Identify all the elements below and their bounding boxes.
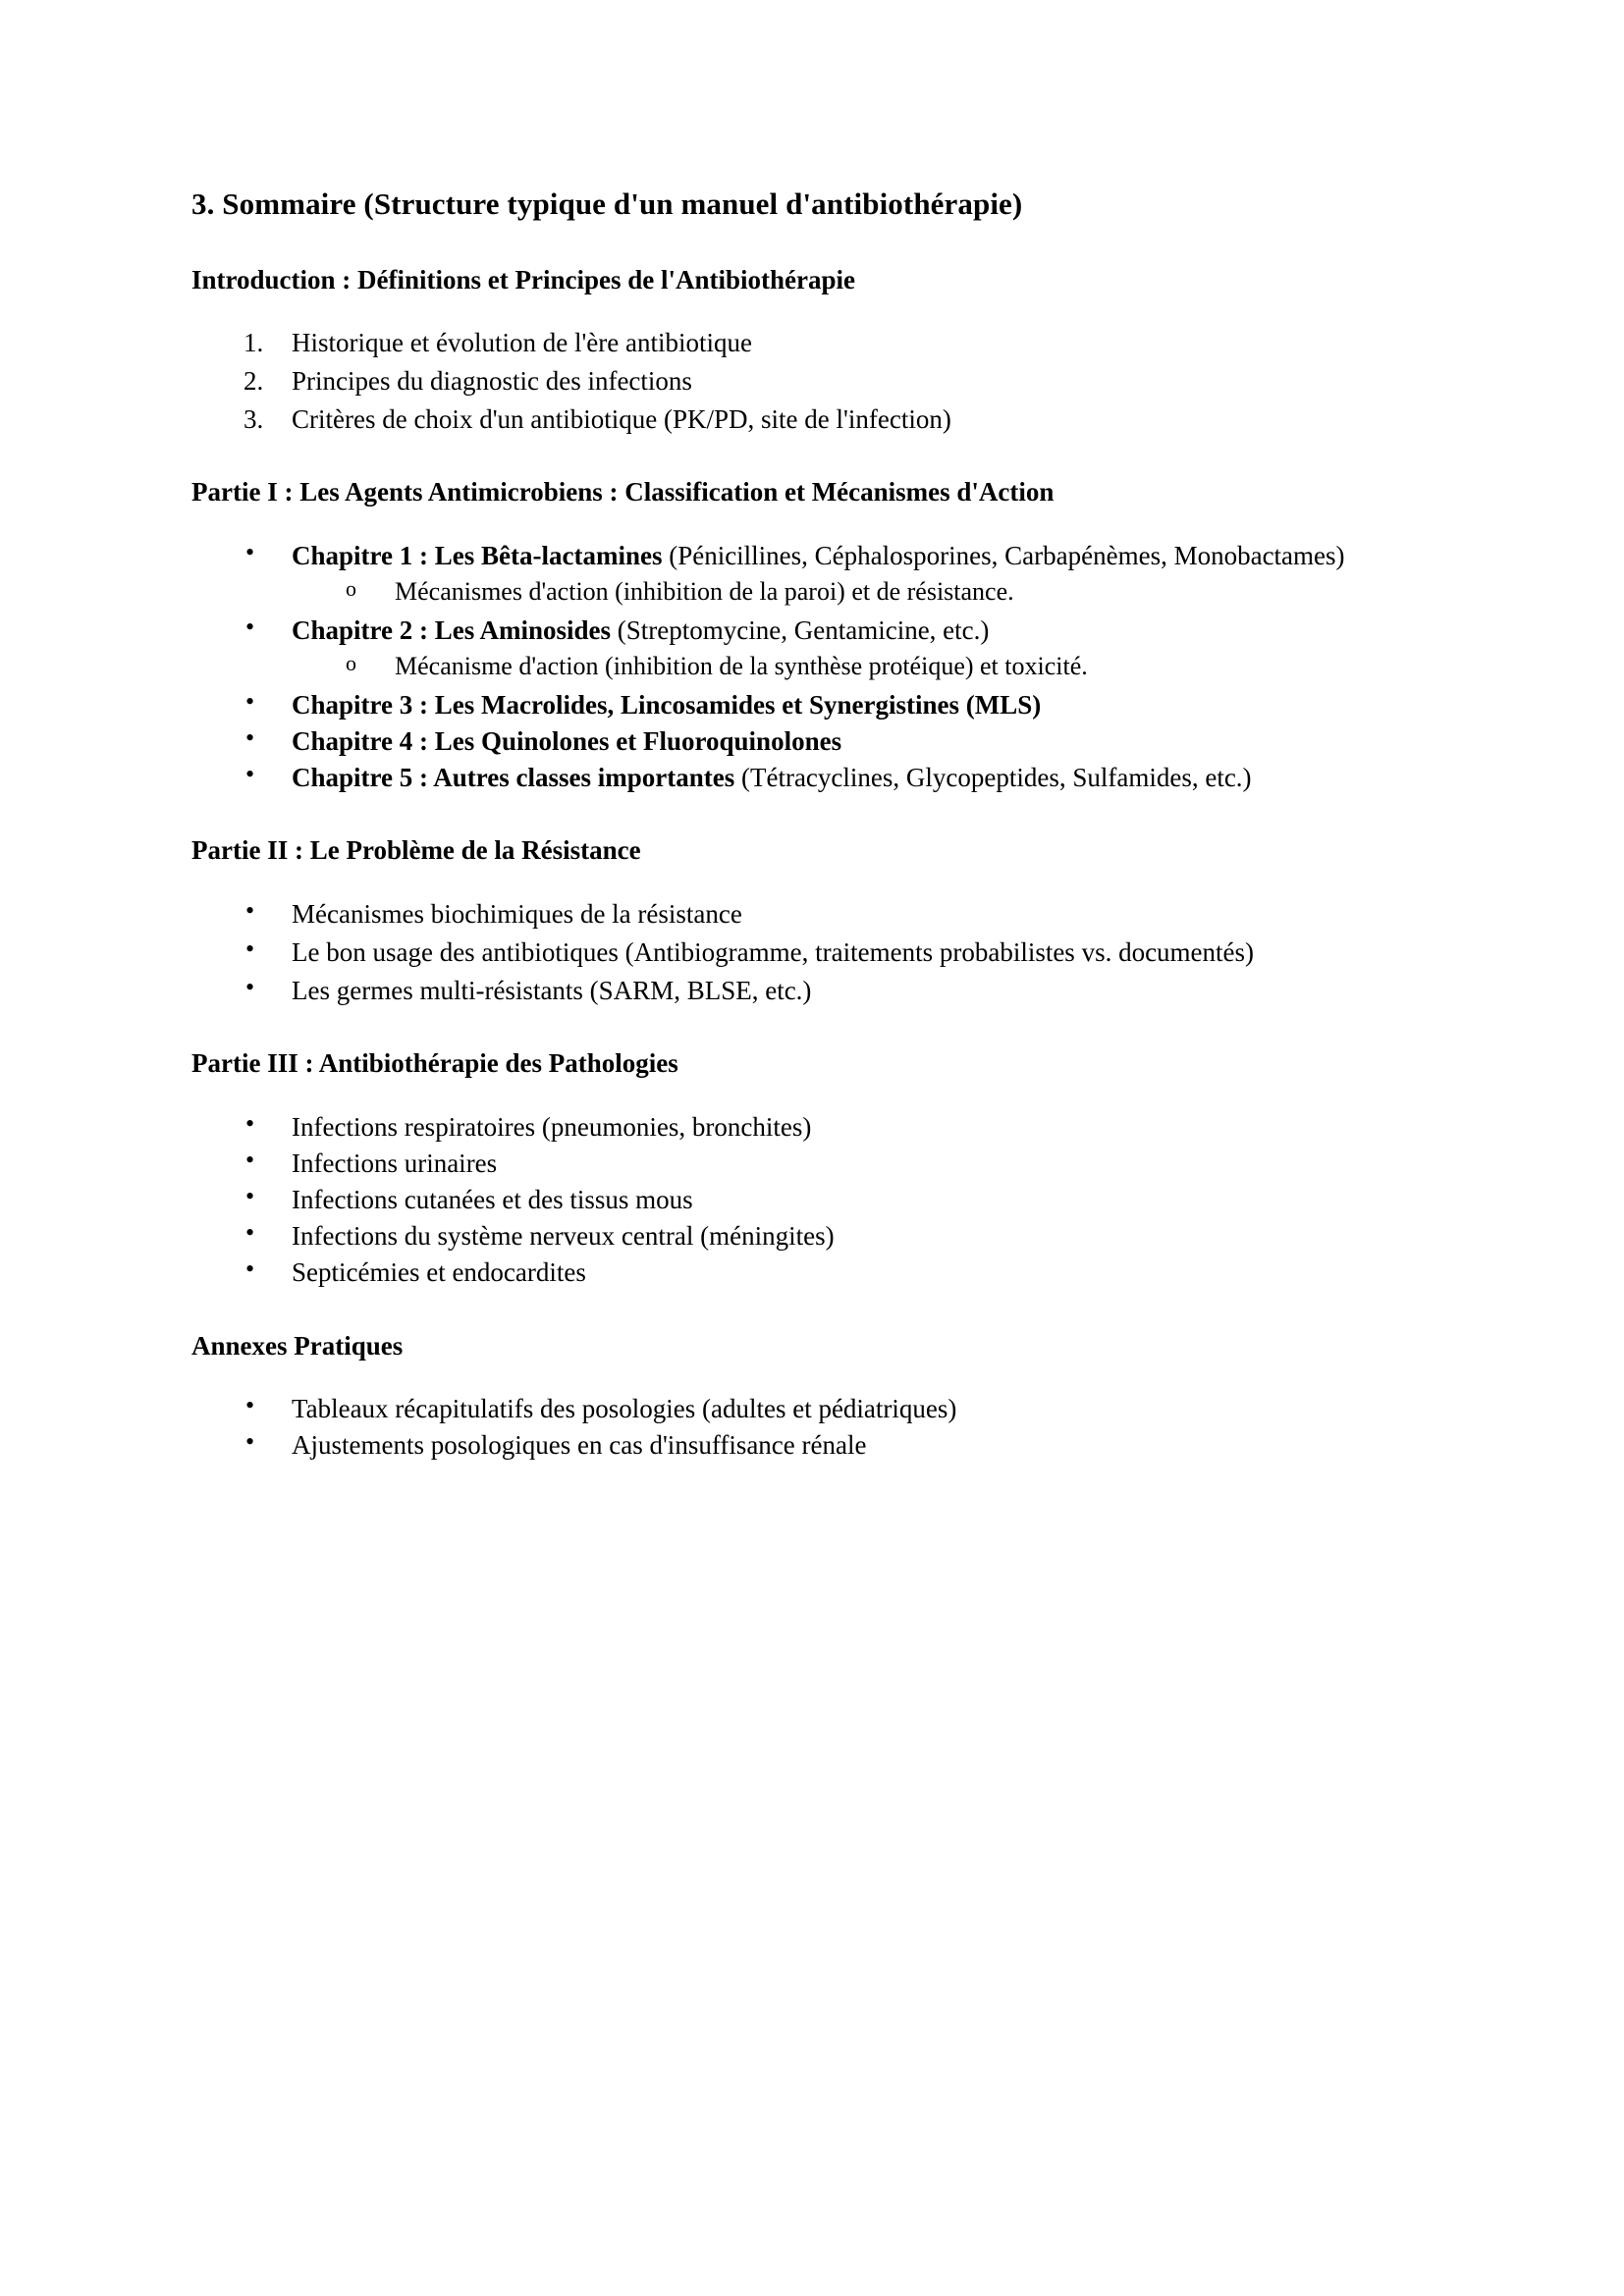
list-item [191,896,1429,932]
list-item [191,723,1429,759]
sub-list-item-label: Mécanisme d'action (inhibition de la synthèse protéique) et toxicité. [395,652,1088,681]
list-item-label: Mécanismes biochimiques de la résistance [292,898,742,929]
list-item-label: Historique et évolution de l'ère antibiotique [292,327,752,357]
list-item-label: Principes du diagnostic des infections [292,366,692,397]
chapter-detail: (Tétracyclines, Glycopeptides, Sulfamides, etc.) [734,763,1252,793]
bullet-icon: • [245,1145,255,1174]
list-item [191,760,1429,795]
list-item [191,613,1429,684]
list-item-label: Infections du système nerveux central (méningites) [292,1221,835,1252]
section-partie-3 [191,1047,1429,1290]
chapter-title: Chapitre 4 : Les Quinolones et Fluoroquinolones [292,726,842,757]
list-item-label: Le bon usage des antibiotiques (Antibiogramme, traitements probabilistes vs. documentés) [292,936,1255,967]
circle-bullet-icon: o [346,576,356,602]
list-item-label: Les germes multi-résistants (SARM, BLSE, etc.) [292,976,812,1006]
list-item [191,1146,1429,1181]
partie-2-bullet-list [191,896,1429,1009]
chapter-title: Chapitre 5 : Autres classes importantes [292,763,735,793]
section-annexes [191,1330,1429,1464]
partie-1-sub-list [292,575,1429,610]
annexes-bullet-list [191,1391,1429,1463]
bullet-icon: • [245,686,255,716]
bullet-icon: • [245,760,255,789]
section-heading-partie-2: Partie II : Le Problème de la Résistance [191,835,641,866]
list-item [191,1255,1429,1290]
sub-list-item-label: Mécanismes d'action (inhibition de la paroi) et de résistance. [395,577,1014,607]
list-item-label: Infections respiratoires (pneumonies, bronchites) [292,1111,812,1142]
partie-1-bullet-list [191,538,1429,796]
section-heading-annexes: Annexes Pratiques [191,1330,404,1361]
bullet-icon: • [245,1218,255,1248]
bullet-icon: • [245,537,255,566]
bullet-icon: • [245,1390,255,1419]
list-item [191,325,1429,360]
list-item-label: Infections urinaires [292,1148,498,1178]
chapter-title: Chapitre 1 : Les Bêta-lactamines [292,540,663,570]
list-item [191,538,1429,610]
list-item-label: Ajustements posologiques en cas d'insuffisance rénale [292,1430,867,1461]
section-partie-1 [191,476,1429,795]
section-heading-partie-1: Partie I : Les Agents Antimicrobiens : Classification et Mécanismes d'Action [191,477,1055,507]
list-item-label: Critères de choix d'un antibiotique (PK/PD, site de l'infection) [292,404,951,435]
list-number: 2. [244,366,264,397]
bullet-icon: • [245,934,255,963]
page-title: 3. Sommaire (Structure typique d'un manuel d'antibiothérapie) [191,187,1023,221]
sub-list-item [292,575,1429,610]
chapter-title: Chapitre 3 : Les Macrolides, Lincosamides et Synergistines (MLS) [292,689,1042,720]
chapter-detail: (Pénicillines, Céphalosporines, Carbapénèmes, Monobactames) [662,540,1345,570]
bullet-icon: • [245,1182,255,1211]
list-item [191,401,1429,437]
list-item [191,1182,1429,1217]
section-partie-2 [191,834,1429,1008]
circle-bullet-icon: o [346,651,356,676]
bullet-icon: • [245,723,255,753]
list-item [191,934,1429,970]
bullet-icon: • [245,1427,255,1457]
list-number: 3. [244,404,264,435]
document-content [191,187,1429,1463]
list-item-label: Tableaux récapitulatifs des posologies (adultes et pédiatriques) [292,1393,957,1423]
introduction-numbered-list [191,325,1429,438]
list-item-label: Infections cutanées et des tissus mous [292,1185,693,1215]
bullet-icon: • [245,612,255,641]
list-item [191,687,1429,722]
list-item [191,1427,1429,1463]
section-introduction [191,264,1429,438]
list-item [191,1218,1429,1254]
partie-3-bullet-list [191,1109,1429,1291]
chapter-detail: (Streptomycine, Gentamicine, etc.) [611,614,990,645]
list-item [191,1109,1429,1145]
sub-list-item [292,650,1429,684]
list-number: 1. [244,327,264,357]
section-heading-partie-3: Partie III : Antibiothérapie des Pathologies [191,1048,678,1079]
list-item [191,363,1429,399]
bullet-icon: • [245,1255,255,1284]
partie-1-sub-list [292,650,1429,684]
bullet-icon: • [245,1108,255,1138]
list-item [191,973,1429,1008]
chapter-title: Chapitre 2 : Les Aminosides [292,614,612,645]
list-item-label: Septicémies et endocardites [292,1257,586,1288]
bullet-icon: • [245,973,255,1002]
section-heading-introduction: Introduction : Définitions et Principes de l'Antibiothérapie [191,264,856,294]
bullet-icon: • [245,895,255,925]
list-item [191,1391,1429,1426]
